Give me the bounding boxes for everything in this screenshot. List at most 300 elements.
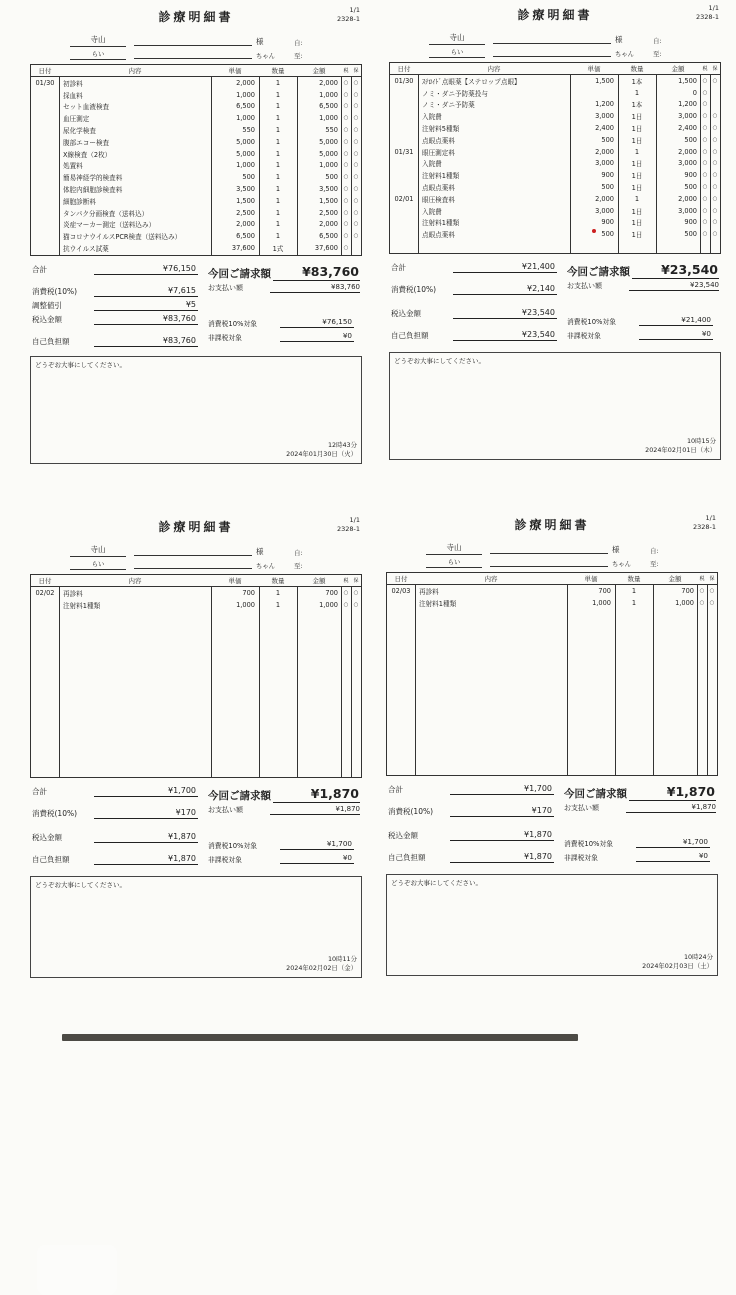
honorific-sama: 様 (612, 545, 620, 554)
row-qty: 1 (275, 114, 281, 123)
column-divider (351, 77, 352, 255)
row-qty: 1 (275, 600, 281, 609)
row-desc: 尿化学検査 (63, 127, 96, 136)
table-row (31, 101, 361, 113)
nontax-row (208, 331, 360, 342)
row-qty: 1 (275, 102, 281, 111)
row-ins-circle: ○ (353, 127, 359, 134)
doc-header (386, 516, 718, 534)
payment-row (567, 281, 719, 291)
row-desc: X線検査（2枚） (63, 150, 112, 159)
page-number: 1/1 (705, 514, 716, 522)
row-tax-circle: ○ (699, 587, 705, 594)
row-tax-circle: ○ (702, 184, 708, 191)
tax-row (388, 806, 564, 817)
table-row (31, 124, 361, 136)
row-unit: 500 (601, 183, 614, 192)
row-ins-circle: ○ (353, 601, 359, 608)
adjust-amount: ¥5 (94, 300, 198, 311)
col-header-amount: 金額 (312, 577, 326, 585)
table-row (31, 207, 361, 219)
row-tax-circle: ○ (343, 138, 349, 145)
row-desc: 処置料 (63, 162, 83, 171)
row-amount: 3,000 (678, 159, 697, 168)
row-amount: 6,500 (319, 102, 338, 111)
row-amount: 6,500 (319, 232, 338, 241)
row-desc: 注射料5種類 (422, 125, 460, 134)
row-qty: 1 (275, 588, 281, 597)
billed-row (208, 264, 360, 281)
total-row (32, 786, 208, 797)
row-ins-circle: ○ (712, 207, 718, 214)
doc-title: 診療明細書 (158, 520, 234, 534)
column-divider (59, 587, 60, 777)
column-divider (418, 75, 419, 253)
self-pay-row (391, 330, 567, 341)
row-tax-circle: ○ (343, 197, 349, 204)
period-from-label: 自: (653, 37, 662, 45)
nontax-amount: ¥0 (639, 329, 713, 340)
honorific-chan: ちゃん (256, 53, 275, 60)
totals-left (388, 784, 564, 865)
col-header-ins: 保 (709, 576, 715, 582)
row-tax-circle: ○ (343, 103, 349, 110)
tax-label: 消費税(10%) (32, 809, 78, 818)
payment-row (564, 803, 716, 813)
column-divider (710, 75, 711, 253)
row-qty: 1 (631, 598, 637, 607)
row-tax-circle: ○ (702, 172, 708, 179)
receipt-doc-3 (30, 516, 362, 973)
row-amount: 1,000 (675, 598, 694, 607)
self-pay-amount: ¥1,870 (94, 854, 198, 865)
col-header-qty: 数量 (271, 67, 285, 75)
row-amount: 5,000 (319, 137, 338, 146)
page-number: 1/1 (349, 6, 360, 14)
row-tax-circle: ○ (702, 148, 708, 155)
column-divider (259, 77, 260, 255)
row-desc: 再診料 (419, 587, 439, 596)
total-row (388, 784, 564, 795)
row-qty: 1日 (631, 160, 643, 169)
row-qty: 1日 (631, 113, 643, 122)
row-ins-circle: ○ (353, 79, 359, 86)
col-header-desc: 内容 (128, 577, 142, 585)
pet-row (426, 555, 718, 568)
total-amount: ¥76,150 (94, 264, 198, 275)
tax-breakdown (567, 315, 719, 340)
period-from-label: 自: (294, 39, 303, 47)
payment-label: お支払い額 (208, 806, 243, 814)
row-unit: 2,500 (236, 208, 255, 217)
totals-right (208, 786, 360, 867)
row-date: 02/02 (35, 588, 55, 597)
row-amount: 500 (684, 230, 697, 239)
column-divider (618, 75, 619, 253)
row-unit: 6,500 (236, 102, 255, 111)
owner-name: 寺山 (429, 32, 485, 45)
col-header-unit: 単価 (228, 577, 242, 585)
row-amount: 550 (325, 126, 338, 135)
row-ins-circle: ○ (712, 148, 718, 155)
pet-name: らい (429, 47, 485, 58)
honorific-chan: ちゃん (615, 51, 634, 58)
row-desc: 入院費 (422, 160, 442, 169)
row-qty: 1 (634, 147, 640, 156)
total-amount: ¥1,700 (94, 786, 198, 797)
payment-label: お支払い額 (567, 282, 602, 290)
payment-row (208, 283, 360, 293)
row-desc: 腹部エコー検査 (63, 138, 110, 147)
self-pay-label: 自己負担額 (32, 855, 70, 864)
period-to-label: 至: (294, 52, 303, 60)
self-pay-amount: ¥1,870 (450, 852, 554, 863)
row-tax-circle: ○ (343, 221, 349, 228)
col-header-unit: 単価 (228, 67, 242, 75)
row-unit: 1,000 (236, 90, 255, 99)
totals-left (32, 786, 208, 867)
row-desc: 抗ウイルス試薬 (63, 245, 109, 254)
row-ins-circle: ○ (712, 195, 718, 202)
row-unit: 6,500 (236, 232, 255, 241)
self-pay-label: 自己負担額 (32, 337, 70, 346)
payment-label: お支払い額 (564, 804, 599, 812)
message-text: どうぞお大事にしてください。 (394, 357, 485, 365)
name-underline (490, 543, 608, 554)
table-row (390, 205, 720, 217)
owner-name: 寺山 (70, 34, 126, 47)
table-body (387, 585, 717, 775)
row-unit: 1,000 (236, 600, 255, 609)
col-header-unit: 単価 (584, 575, 598, 583)
tax-amount: ¥170 (450, 806, 554, 817)
totals-left (391, 262, 567, 343)
billed-amount: ¥1,870 (273, 786, 360, 803)
name-underline (493, 46, 611, 57)
row-unit: 1,000 (236, 161, 255, 170)
table-row (31, 219, 361, 231)
message-box (30, 876, 362, 978)
taxable-label: 消費税10%対象 (208, 842, 258, 850)
row-unit: 500 (242, 173, 255, 182)
total-label: 合計 (391, 263, 406, 272)
print-stamp (286, 955, 357, 974)
row-tax-circle: ○ (343, 162, 349, 169)
tax-included-amount: ¥1,870 (450, 830, 554, 841)
row-amount: 1,000 (319, 90, 338, 99)
row-ins-circle: ○ (353, 115, 359, 122)
row-amount: 2,000 (678, 147, 697, 156)
column-divider (351, 587, 352, 777)
row-unit: 550 (242, 126, 255, 135)
table-row (390, 87, 720, 99)
tax-included-label: 税込金額 (388, 831, 418, 840)
row-amount: 1,000 (319, 114, 338, 123)
table-row (31, 171, 361, 183)
table-row (387, 597, 717, 609)
column-divider (59, 77, 60, 255)
row-unit: 5,000 (236, 137, 255, 146)
tax-label: 消費税(10%) (391, 285, 437, 294)
row-ins-circle: ○ (353, 186, 359, 193)
tax-included-row (32, 314, 208, 325)
owner-row (70, 544, 362, 557)
period-from-label: 自: (650, 547, 659, 555)
total-label: 合計 (388, 785, 403, 794)
payment-amount: ¥1,870 (270, 805, 360, 815)
row-amount: 1,500 (319, 196, 338, 205)
row-tax-circle: ○ (702, 101, 708, 108)
row-tax-circle: ○ (702, 219, 708, 226)
table-row (31, 230, 361, 242)
table-body (31, 77, 361, 255)
column-divider (259, 587, 260, 777)
tax-included-amount: ¥23,540 (453, 308, 557, 319)
col-header-qty: 数量 (271, 577, 285, 585)
row-tax-circle: ○ (343, 115, 349, 122)
row-amount: 0 (692, 88, 697, 97)
receipt-doc-4 (386, 514, 718, 971)
total-row (391, 262, 567, 273)
billing-table (30, 64, 362, 256)
row-tax-circle: ○ (343, 186, 349, 193)
row-qty: 1日 (631, 231, 643, 240)
row-unit: 1,000 (236, 114, 255, 123)
name-block (389, 32, 721, 58)
row-tax-circle: ○ (702, 195, 708, 202)
col-header-tax: 税 (699, 576, 705, 582)
row-tax-circle: ○ (343, 589, 349, 596)
row-ins-circle: ○ (709, 587, 715, 594)
row-qty: 1 (275, 196, 281, 205)
row-qty: 1本 (631, 77, 643, 86)
billed-row (564, 784, 716, 801)
row-desc: 注射料1種類 (422, 172, 460, 181)
table-row (390, 217, 720, 229)
taxable-amount: ¥1,700 (280, 839, 354, 850)
row-qty: 1 (275, 149, 281, 158)
row-desc: 入院費 (422, 113, 442, 122)
tax-included-row (32, 832, 208, 843)
taxable-label: 消費税10%対象 (208, 320, 258, 328)
row-desc: 注射料1種類 (419, 599, 457, 608)
row-tax-circle: ○ (702, 207, 708, 214)
col-header-qty: 数量 (627, 575, 641, 583)
receipt-doc-1 (30, 8, 362, 460)
row-ins-circle: ○ (353, 150, 359, 157)
taxable-amount: ¥76,150 (280, 317, 354, 328)
print-time: 10時24分 (683, 952, 713, 961)
tax-row (391, 284, 567, 295)
payment-row (208, 805, 360, 815)
row-tax-circle: ○ (702, 136, 708, 143)
row-tax-circle: ○ (343, 174, 349, 181)
table-row (31, 136, 361, 148)
row-ins-circle: ○ (712, 136, 718, 143)
row-unit: 500 (601, 230, 614, 239)
period-to-label: 至: (653, 50, 662, 58)
billed-row (567, 262, 719, 279)
row-qty: 1 (275, 90, 281, 99)
column-divider (615, 585, 616, 775)
col-header-desc: 内容 (128, 67, 142, 75)
row-ins-circle: ○ (353, 197, 359, 204)
column-divider (570, 75, 571, 253)
doc-number: 2328-1 (692, 522, 716, 531)
row-amount: 3,000 (678, 112, 697, 121)
col-header-amount: 金額 (671, 65, 685, 73)
self-pay-amount: ¥83,760 (94, 336, 198, 347)
row-ins-circle: ○ (353, 221, 359, 228)
row-tax-circle: ○ (702, 77, 708, 84)
col-header-qty: 数量 (630, 65, 644, 73)
row-qty: 1 (275, 161, 281, 170)
row-unit: 900 (601, 171, 614, 180)
table-row (390, 181, 720, 193)
name-block (30, 544, 362, 570)
name-underline (134, 558, 252, 569)
row-tax-circle: ○ (343, 233, 349, 240)
table-row (31, 89, 361, 101)
row-amount: 2,000 (678, 194, 697, 203)
table-body (31, 587, 361, 777)
row-unit: 3,000 (595, 112, 614, 121)
row-qty: 1 (275, 126, 281, 135)
row-date: 01/30 (394, 76, 414, 85)
column-divider (211, 587, 212, 777)
taxable-row (208, 839, 360, 850)
table-row (31, 195, 361, 207)
totals-section (30, 264, 362, 347)
row-unit: 700 (242, 588, 255, 597)
name-underline (490, 556, 608, 567)
payment-amount: ¥23,540 (629, 281, 719, 291)
nontax-label: 非課税対象 (208, 334, 242, 342)
tax-included-row (391, 308, 567, 319)
name-underline (134, 545, 252, 556)
name-block (30, 34, 362, 60)
column-divider (297, 77, 298, 255)
pet-name: らい (426, 557, 482, 568)
row-unit: 500 (601, 135, 614, 144)
table-row (31, 77, 361, 89)
row-qty: 1式 (272, 245, 284, 254)
row-qty: 1 (634, 194, 640, 203)
table-row (390, 146, 720, 158)
totals-right (567, 262, 719, 343)
message-text: どうぞお大事にしてください。 (35, 881, 126, 889)
total-amount: ¥21,400 (453, 262, 557, 273)
row-desc: 点眼点薬料 (422, 184, 455, 193)
row-qty: 1 (275, 185, 281, 194)
print-time: 12時43分 (327, 440, 357, 449)
row-amount: 900 (684, 218, 697, 227)
payment-label: お支払い額 (208, 284, 243, 292)
doc-numbers (337, 516, 360, 534)
row-tax-circle: ○ (702, 113, 708, 120)
print-date: 2024年02月03日（土） (642, 962, 713, 971)
col-header-desc: 内容 (484, 575, 498, 583)
row-unit: 700 (598, 586, 611, 595)
tax-row (32, 808, 208, 819)
row-desc: 点眼点薬料 (422, 136, 455, 145)
row-qty: 1日 (631, 184, 643, 193)
tax-breakdown (208, 839, 360, 864)
message-box (389, 352, 721, 460)
row-tax-circle: ○ (702, 125, 708, 132)
row-desc: 再診料 (63, 589, 83, 598)
row-unit: 2,000 (595, 147, 614, 156)
page-number: 1/1 (349, 516, 360, 524)
billed-label: 今回ご請求額 (208, 790, 271, 802)
billed-label: 今回ご請求額 (208, 268, 271, 280)
row-tax-circle: ○ (699, 599, 705, 606)
row-desc: 血圧測定 (63, 115, 90, 124)
row-unit: 3,000 (595, 206, 614, 215)
billed-label: 今回ご請求額 (567, 266, 630, 278)
nontax-row (564, 851, 716, 862)
self-pay-row (388, 852, 564, 863)
row-amount: 700 (681, 586, 694, 595)
honorific-sama: 様 (256, 547, 264, 556)
col-header-ins: 保 (712, 66, 718, 72)
table-row (390, 122, 720, 134)
row-ins-circle: ○ (712, 125, 718, 132)
row-desc: 注射料1種類 (63, 601, 101, 610)
owner-row (426, 542, 718, 555)
row-qty: 1本 (631, 101, 643, 110)
row-tax-circle: ○ (343, 79, 349, 86)
row-ins-circle: ○ (353, 138, 359, 145)
taxable-row (567, 315, 719, 326)
doc-numbers (696, 4, 719, 22)
table-header (390, 63, 720, 75)
doc-numbers (693, 514, 716, 532)
col-header-tax: 税 (702, 66, 708, 72)
table-row (31, 112, 361, 124)
row-desc: ｽﾃﾛｲﾄﾞ点眼薬【ステロップ点眼】 (422, 77, 521, 86)
col-header-unit: 単価 (587, 65, 601, 73)
table-body (390, 75, 720, 253)
taxable-amount: ¥1,700 (636, 837, 710, 848)
totals-right (564, 784, 716, 865)
print-stamp (642, 953, 713, 972)
row-ins-circle: ○ (353, 91, 359, 98)
row-desc: 点眼点薬料 (422, 231, 455, 240)
row-date: 01/31 (394, 147, 414, 156)
doc-numbers (337, 6, 360, 24)
row-unit: 2,000 (595, 194, 614, 203)
total-amount: ¥1,700 (450, 784, 554, 795)
row-tax-circle: ○ (343, 127, 349, 134)
name-underline (134, 48, 252, 59)
col-header-date: 日付 (38, 67, 52, 75)
doc-number: 2328-1 (695, 12, 719, 21)
row-tax-circle: ○ (343, 209, 349, 216)
row-qty: 1 (275, 232, 281, 241)
row-qty: 1 (275, 220, 281, 229)
column-divider (700, 75, 701, 253)
row-ins-circle: ○ (353, 209, 359, 216)
self-pay-row (32, 336, 208, 347)
row-amount: 1,000 (319, 600, 338, 609)
row-qty: 1日 (631, 172, 643, 181)
row-tax-circle: ○ (702, 160, 708, 167)
nontax-amount: ¥0 (280, 331, 354, 342)
row-ins-circle: ○ (353, 162, 359, 169)
row-tax-circle: ○ (702, 89, 708, 96)
tax-included-label: 税込金額 (32, 315, 62, 324)
